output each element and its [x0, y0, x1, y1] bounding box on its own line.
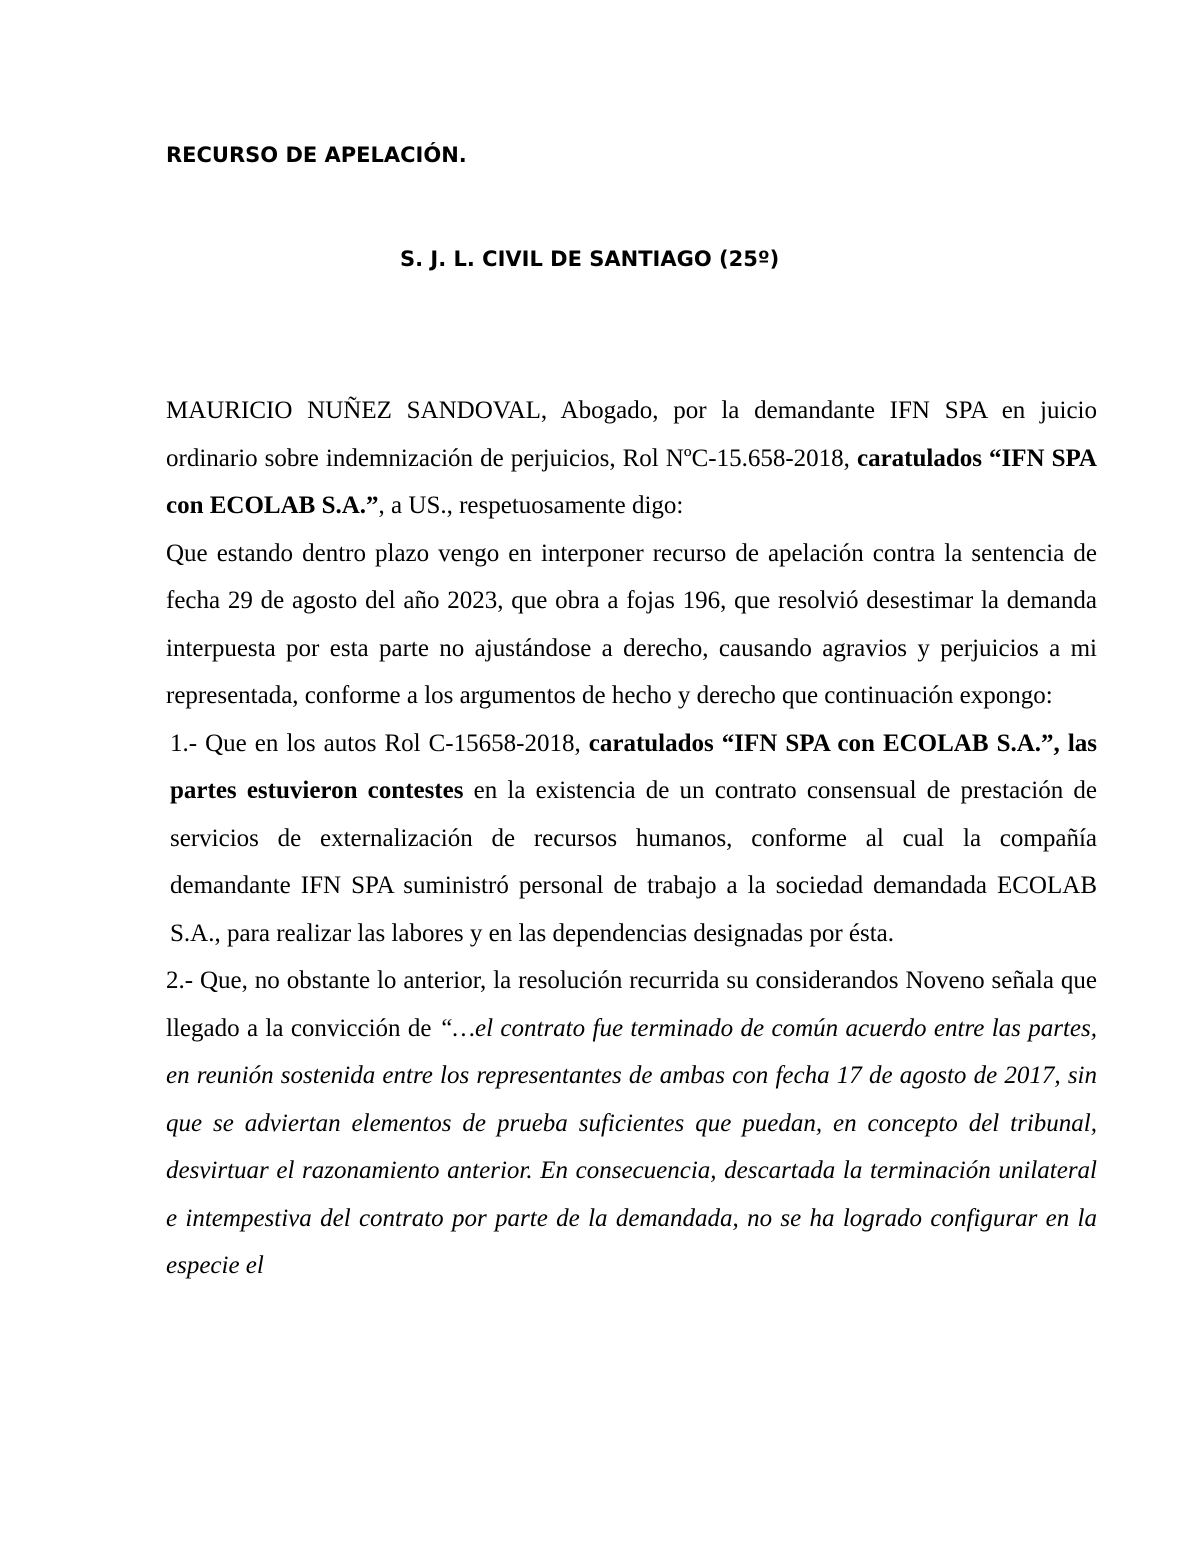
item-1-text-1: 1.- Que en los autos Rol C-15658-2018, [170, 729, 589, 757]
intro-text-1: MAURICIO NUÑEZ SANDOVAL, Abogado, por la demandante IFN SPA en juicio ordinario sobre indemnización de perjuicios, Rol NºC-15.658-2018, [166, 397, 1097, 472]
numbered-item-2 [166, 957, 1097, 1290]
intro-text-2: , a US., respetuosamente digo: [378, 492, 684, 519]
document-title: RECURSO DE APELACIÓN. [166, 143, 467, 167]
court-heading: S. J. L. CIVIL DE SANTIAGO (25º) [400, 247, 780, 271]
document-body [166, 387, 1097, 1290]
item-1-bold-caption: caratulados “IFN SPA con ECOLAB S.A.”, las partes estuvieron contestes [170, 729, 1097, 804]
intro-paragraph [166, 387, 1097, 530]
item-2-text-1: 2.- Que, no obstante lo anterior, la resolución recurrida su considerandos Noveno señala que llegado a la convicción de [166, 967, 1097, 1042]
item-1-text-2: en la existencia de un contrato consensual de prestación de servicios de externalización de recursos humanos, conforme al cual la compañía demandante IFN SPA suministró personal de trabajo a la sociedad demandada ECOLAB S.A., para realizar las labores y en las dependencias designadas por ésta. [170, 777, 1097, 947]
appeal-paragraph [166, 530, 1097, 720]
intro-case-caption: caratulados “IFN SPA con ECOLAB S.A.” [166, 444, 1097, 519]
item-2-quoted-ruling: “…el contrato fue terminado de común acuerdo entre las partes, en reunión sostenida entre los representantes de ambas con fecha 17 de agosto de 2017, sin que se adviertan elementos de prueba suficientes que puedan, en concepto del tribunal, desvirtuar el razonamiento anterior. En consecuencia, descartada la terminación unilateral e intempestiva del contrato por parte de la demandada, no se ha logrado configurar en la especie el [166, 1014, 1098, 1279]
appeal-text: Que estando dentro plazo vengo en interponer recurso de apelación contra la sentencia de fecha 29 de agosto del año 2023, que obra a fojas 196, que resolvió desestimar la demanda interpuesta por esta parte no ajustándose a derecho, causando agravios y perjuicios a mi representada, conforme a los argumentos de hecho y derecho que continuación expongo: [166, 539, 1097, 709]
numbered-item-1 [166, 720, 1097, 958]
